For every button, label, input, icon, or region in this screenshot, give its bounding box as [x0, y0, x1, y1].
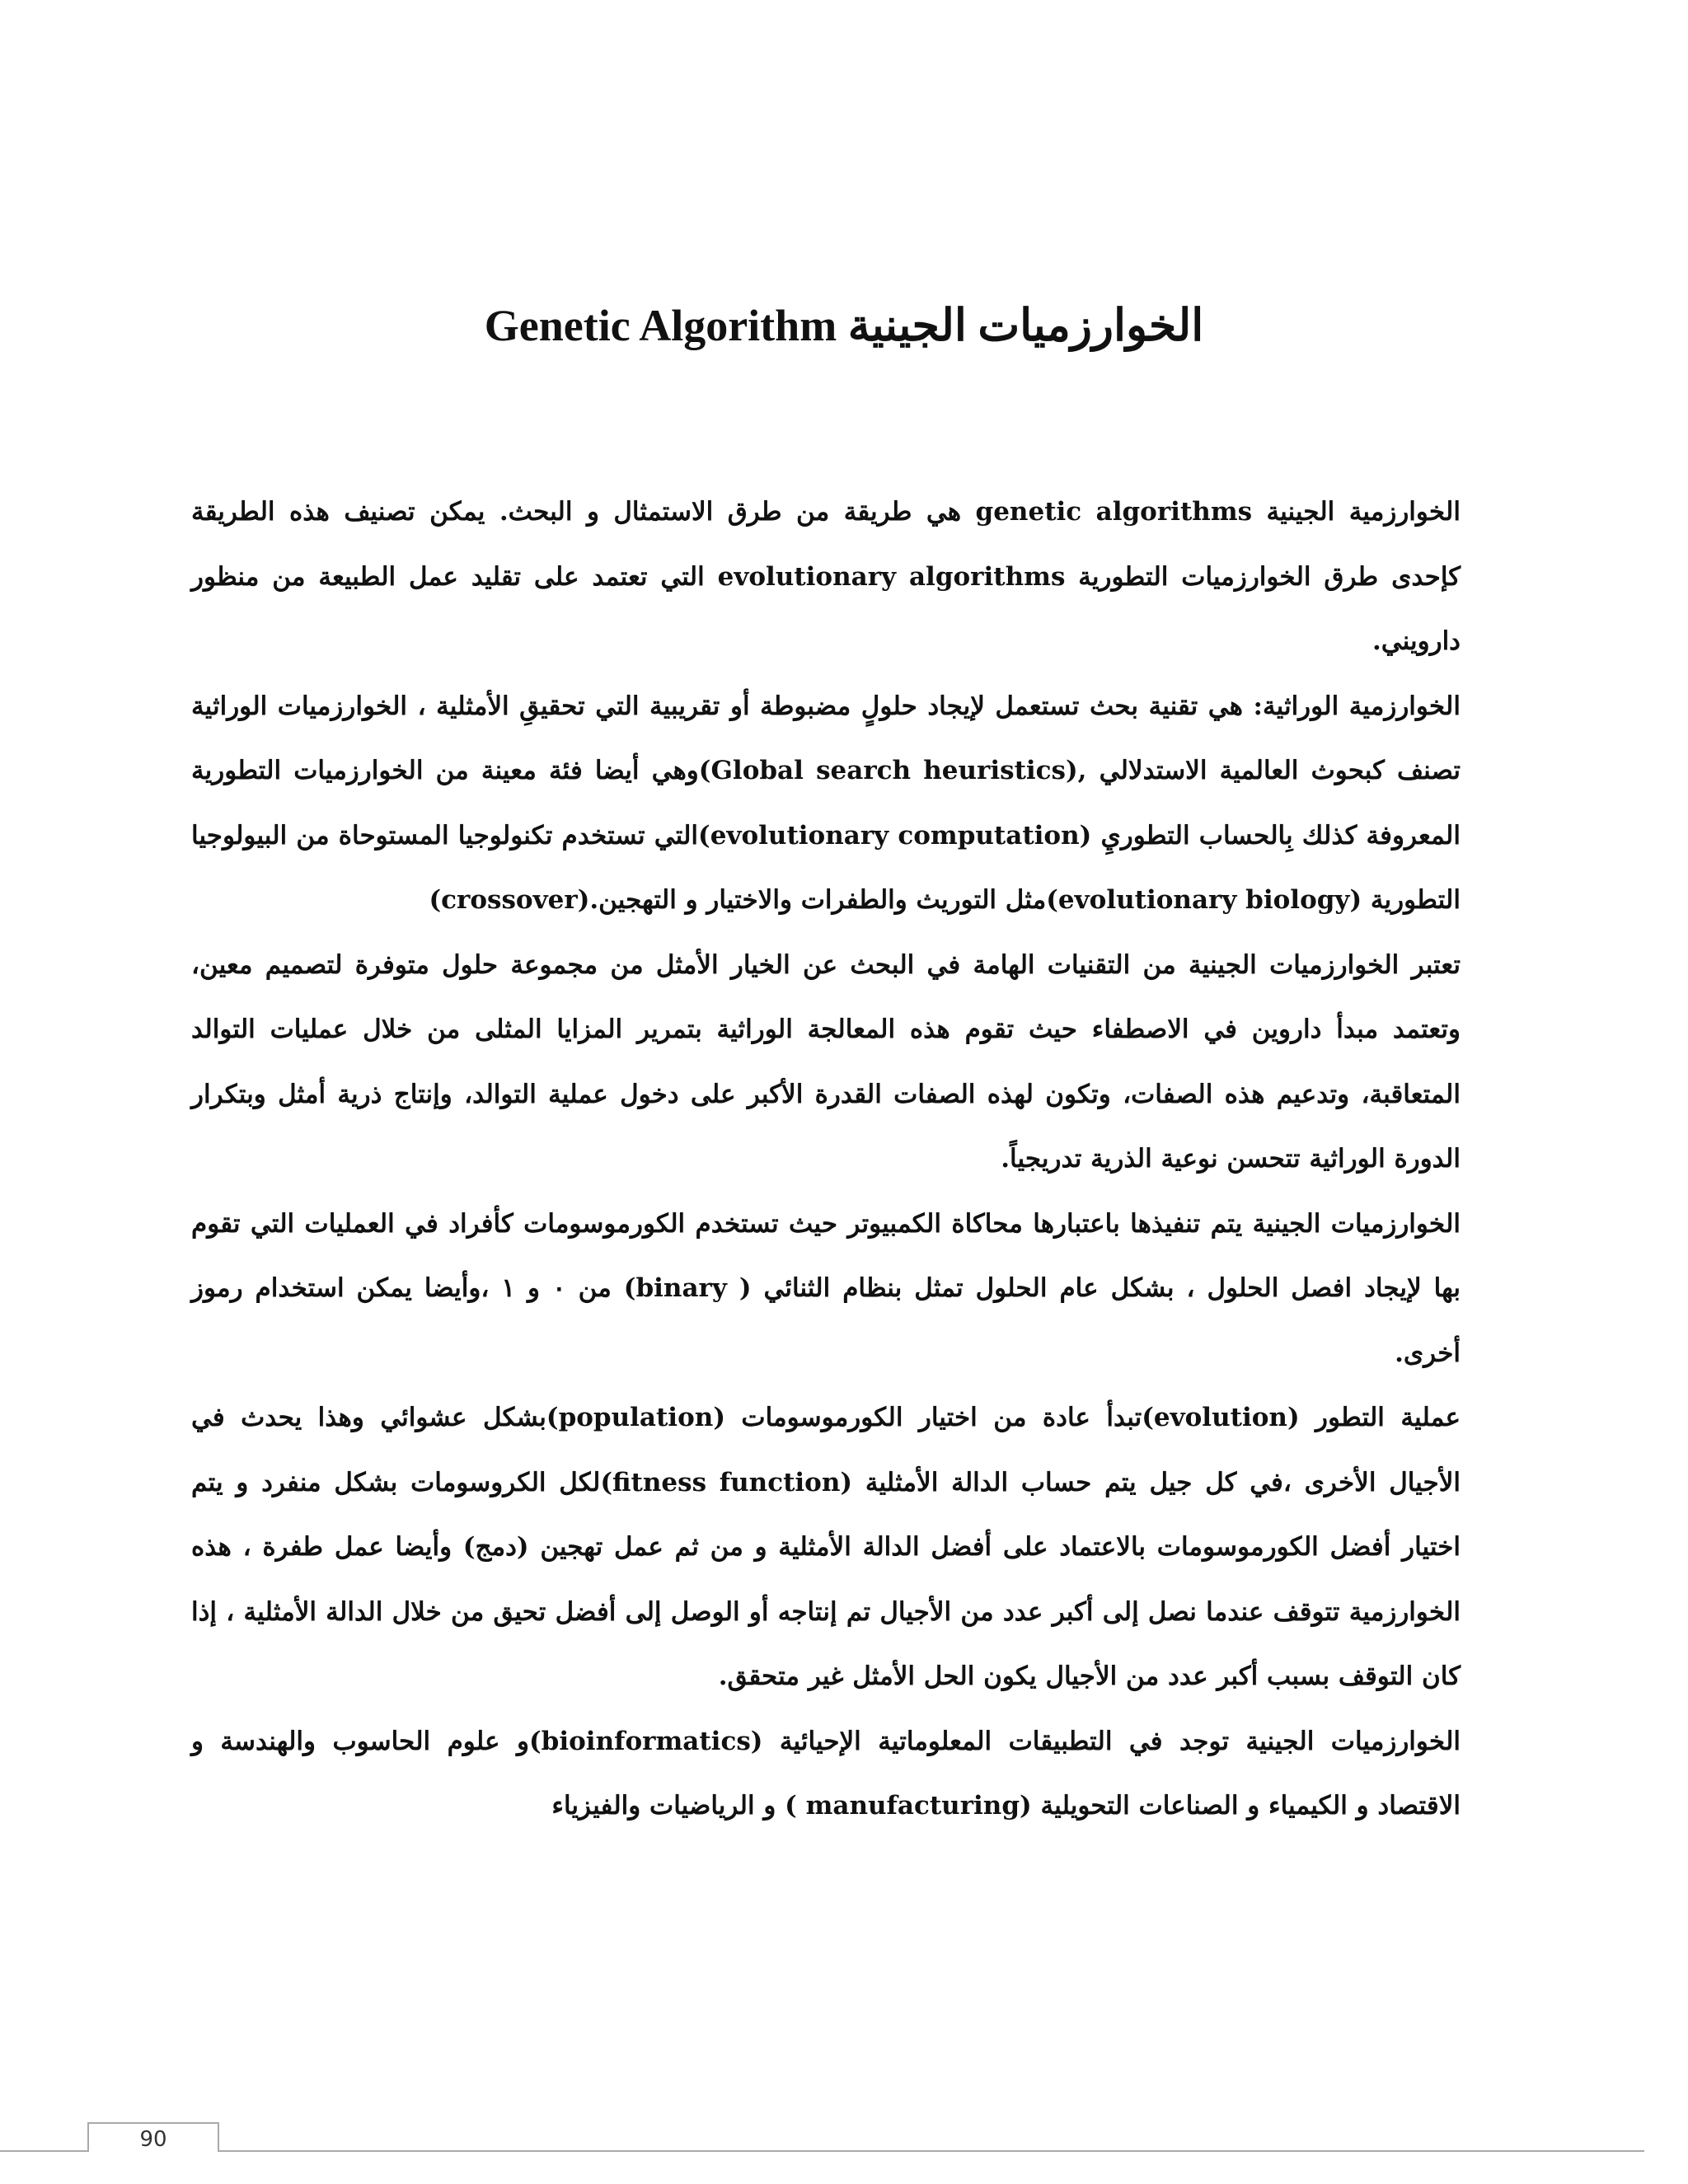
paragraph-genetic-algorithm-technique: الخوارزمية الوراثية: هي تقنية بحث تستعمل لإيجاد حلولٍ مضبوطة أو تقريبية التي تحقيقِ الأمثلية ، الخوارزميات الوراثية تصنف كبحوث العالمية الاستدلالي ,(Global search heuristics)وهي أيضا فئة معينة من الخوارزميات التطورية المعروفة كذلك بِالحساب التطوريِ (evolutionary computation)التي تستخدم تكنولوجيا المستوحاة من البيولوجيا التطورية (evolutionary biology)مثل التوريث والطفرات والاختيار و التهجين.(crossover) — [191, 691, 1461, 915]
paragraph-implementation: الخوارزميات الجينية يتم تنفيذها باعتبارها محاكاة الكمبيوتر حيث تستخدم الكورموسومات كأفراد في العمليات التي تقوم بها لإيجاد افصل الحلول ، بشكل عام الحلول تمثل بنظام الثنائي ( binary) من ٠ و ١ ،وأيضا يمكن استخدام رموز أخرى. — [191, 1208, 1461, 1368]
body-text — [191, 480, 1461, 1839]
paragraph-definition: الخوارزمية الجينية genetic algorithms هي طريقة من طرق الاستمثال و البحث. يمكن تصنيف هذه الطريقة كإحدى طرق الخوارزميات التطورية evolutionary algorithms التي تعتمد على تقليد عمل الطبيعة من منظور دارويني. — [191, 497, 1461, 656]
paragraph-importance: تعتبر الخوارزميات الجينية من التقنيات الهامة في البحث عن الخيار الأمثل من مجموعة حلول متوفرة لتصميم معين، وتعتمد مبدأ داروين في الاصطفاء حيث تقوم هذه المعالجة الوراثية بتمرير المزايا المثلى من خلال عمليات التوالد المتعاقبة، وتدعيم هذه الصفات، وتكون لهذه الصفات القدرة الأكبر على دخول عملية التوالد، وإنتاج ذرية أمثل وبتكرار الدورة الوراثية تتحسن نوعية الذرية تدريجياً. — [191, 949, 1461, 1174]
paragraph-applications: الخوارزميات الجينية توجد في التطبيقات المعلوماتية الإحيائية (bioinformatics)و علوم الحاسوب والهندسة و الاقتصاد و الكيمياء و الصناعات التحويلية (manufacturing ) و الرياضيات والفيزياء — [191, 1726, 1461, 1821]
page-title: الخوارزميات الجينية Genetic Algorithm — [484, 301, 1204, 350]
page-number: 90 — [87, 2122, 219, 2152]
paragraph-evolution-process: عملية التطور (evolution)تبدأ عادة من اختيار الكورموسومات (population)بشكل عشوائي وهذا يحدث في الأجيال الأخرى ،في كل جيل يتم حساب الدالة الأمثلية (fitness function)لكل الكروسومات بشكل منفرد و يتم اختيار أفضل الكورموسومات بالاعتماد على أفضل الدالة الأمثلية و من ثم عمل تهجين (دمج) وأيضا عمل طفرة ، هذه الخوارزمية تتوقف عندما نصل إلى أكبر عدد من الأجيال تم إنتاجه أو الوصل إلى أفضل تحيق من خلال الدالة الأمثلية ، إذا كان التوقف بسبب أكبر عدد من الأجيال يكون الحل الأمثل غير متحقق. — [191, 1403, 1461, 1691]
page-footer — [0, 2122, 1688, 2172]
footer-rule — [0, 2150, 1644, 2152]
